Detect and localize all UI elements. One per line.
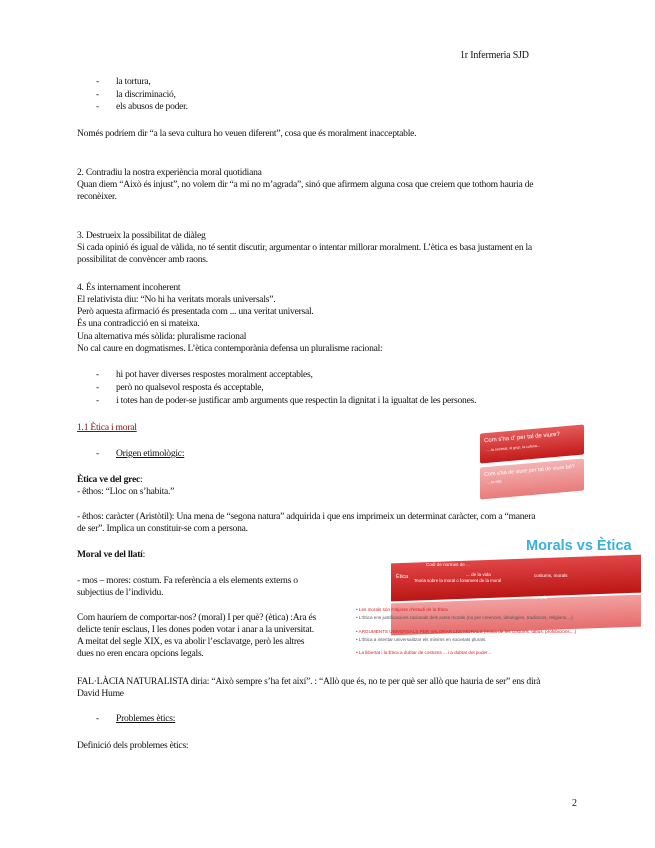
slide-bullet: • L'Ètica ens justificacions racionals dels actes morals (no per creences, ideologies, tradicions, religions,...) [356, 615, 573, 620]
slide-bullet: • La llibertat i la Ètica a dubtar de costums ... i a dubtar del poder... [356, 650, 492, 655]
section-4-line: No cal caure en dogmatismes. L’ètica contemporània defensa un pluralisme racional: [77, 343, 383, 354]
slide-title: Morals vs Ètica [526, 538, 632, 554]
definicio-line: Definició dels problemes ètics: [77, 740, 189, 751]
com-line: Com hauríem de comportar-nos? (moral) I per què? (ètica) :Ara és [77, 612, 316, 623]
moral-origin-title: Moral ve del llatí: [77, 549, 145, 560]
section-1-1-title: 1.1 Ètica i moral [77, 422, 137, 433]
document-page: 1r Infermeria SJD - la tortura, - la discriminació, - els abusos de poder. Només podríem dir “a la seva cultura ho veuen diferent”, cosa que és moralment inacceptable. 2. Contradiu la nostra experiència moral quotidiana Quan diem “Això és injust”, no volem dir “a mi no m’agrada”, sinó que afirmem alguna cosa que creiem que tothom hauria de reconèixer. 3. Destrueix la possibilitat de diàleg Si cada opinió és igual de vàlida, no té sentit discutir, argumentar o intentar millorar moralment. L’ètica es basa justament en la possibilitat de convèncer amb raons. 4. És internament incoherent El relativista diu: “No hi ha veritats morals universals”. Però aquesta afirmació és presentada com ... una veritat universal. És una contradicció en si mateixa. Una alternativa més sòlida: pluralisme racional No cal caure en dogmatismes. L’ètica contemporània defensa un pluralisme racional: - hi pot haver diverses respostes moralment acceptables, - però no qualsevol resposta és acceptable, - i totes han de poder-se justificar amb arguments que respectin la dignitat i la igualtat de les persones. 1.1 Ètica i moral - Origen etimològic: Ètica ve del grec: - êthos: “Lloc on s’habita.” - êthos: caràcter (Aristòtil): Una mena de “segona natura” adquirida i que ens imprimeix un determinat caràcter, com a “manera de ser”. Implica un constituir-se com a persona. Moral ve del llatí: - mos – mores: costum. Fa referència a els elements externs o subjectius de l’individu. Com hauríem de comportar-nos? (moral) I per què? (ètica) :Ara és delicte tenir esclaus, I les dones poden votar i anar a la universitat. A meitat del segle XIX, es va abolir l’esclavatge, però les altres dues no eren encara opcions legals. FAL·LÀCIA NATURALISTA diria: “Això sempre s’ha fet així”. : “Allò que és, no te per què ser allò que hauria de ser” ens dirà David Hume - Problemes ètics: Definició dels problemes ètics: Com s'ha d' per tal de viure? - ...la societat, el grup, la cultura... Com s'ha de viure per tal de viure bé? - ...la vida Morals vs Ètica Moral Codi de normes de ... ... de la vida costums, morals Ètica Teoria sobre la moral o fonament de la moral raonada • Les morals són l'objecte d'estudi de la Ètica • L'Ètica ens justificacions racionals dels actes morals (no per creences, ideologies, tradicions, religions,...) • ARGUMENTS UNIVERSALS PER VALORAR LES MORALS (Ironia de les costums, tabús, prohibicions,...) • L'Ètica a intentar universalitzar els mínims en societats plurals. • La llibertat i la Ètica a dubtar de costums ... i a dubtar del poder... 2 [0, 0, 655, 848]
slide-label: Ètica [396, 574, 409, 580]
section-4-line: Una alternativa més sòlida: pluralisme racional [77, 331, 247, 342]
slide-text: Codi de normes de ... [426, 562, 470, 567]
section-2-heading: 2. Contradiu la nostra experiència moral quotidiana [77, 167, 262, 178]
slide-bullet: • ARGUMENTS UNIVERSALS PER VALORAR LES MORALS (Ironia de les costums, tabús, prohibicions,...) [356, 629, 577, 634]
etica-origin-title: Ètica ve del grec: [77, 474, 143, 485]
ethos-character-line2: de ser”. Implica un constituir-se com a persona. [77, 523, 248, 534]
page-header: 1r Infermeria SJD [460, 50, 529, 61]
slide-bullet: • L'Ètica a intentar universalitzar els mínims en societats plurals. [356, 637, 487, 642]
slide-text: Com s'ha de viure per tal de viure bé? [483, 464, 576, 478]
slide-text: raonada [531, 595, 548, 600]
mos-line1: - mos – mores: costum. Fa referència a els elements externs o [77, 575, 298, 586]
section-4-line: El relativista diu: “No hi ha veritats morals universals”. [77, 294, 276, 305]
paragraph-nomes: Només podríem dir “a la seva cultura ho veuen diferent”, cosa que és moralment inacceptable. [77, 128, 417, 139]
mos-line2: subjectius de l’individu. [77, 587, 164, 598]
com-line: delicte tenir esclaus, I les dones poden votar i anar a la universitat. [77, 624, 314, 635]
slide-image-morals-vs-etica [356, 535, 646, 670]
section-2-text-line1: Quan diem “Això és injust”, no volem dir “a mi no m’agrada”, sinó que afirmem alguna cosa que creiem que tothom hauria de [77, 179, 534, 190]
slide-text: ... de la vida [466, 572, 491, 577]
section-4-line: Però aquesta afirmació és presentada com ... una veritat universal. [77, 306, 314, 317]
section-4-line: És una contradicció en si mateixa. [77, 318, 200, 329]
section-3-heading: 3. Destrueix la possibilitat de diàleg [77, 230, 206, 241]
section-2-text-line2: reconèixer. [77, 191, 117, 202]
slide-text: costums, morals [534, 573, 568, 578]
com-line: A meitat del segle XIX, es va abolir l’esclavatge, però les altres [77, 636, 305, 647]
section-3-text-line2: possibilitat de convèncer amb raons. [77, 254, 208, 265]
ethos-line: - êthos: “Lloc on s’habita.” [77, 486, 175, 497]
ethos-character-line1: - êthos: caràcter (Aristòtil): Una mena de “segona natura” adquirida i que ens imprimeix un determinat caràcter, com a “manera [77, 511, 536, 522]
page-number: 2 [572, 798, 577, 809]
slide-text: - ...la vida [485, 479, 502, 485]
slide-text: Com s'ha d' per tal de viure? [483, 431, 561, 445]
slide-text: - ...la societat, el grup, la cultura... [485, 443, 541, 453]
slide-text: Teoria sobre la moral o fonament de la moral [414, 578, 502, 583]
falacia-line1: FAL·LÀCIA NATURALISTA diria: “Això sempre s’ha fet així”. : “Allò que és, no te per què ser allò que hauria de ser” ens dirà [77, 676, 541, 687]
slide-bullet: • Les morals són l'objecte d'estudi de la Ètica [356, 607, 448, 612]
falacia-line2: David Hume [77, 688, 124, 699]
slide-label: Moral [396, 552, 410, 558]
com-line: dues no eren encara opcions legals. [77, 648, 204, 659]
section-4-heading: 4. És internament incoherent [77, 282, 181, 293]
slide-image-ethics-questions [474, 425, 586, 501]
section-3-text-line1: Si cada opinió és igual de vàlida, no té sentit discutir, argumentar o intentar millorar moralment. L’ètica es basa justament en la [77, 242, 532, 253]
